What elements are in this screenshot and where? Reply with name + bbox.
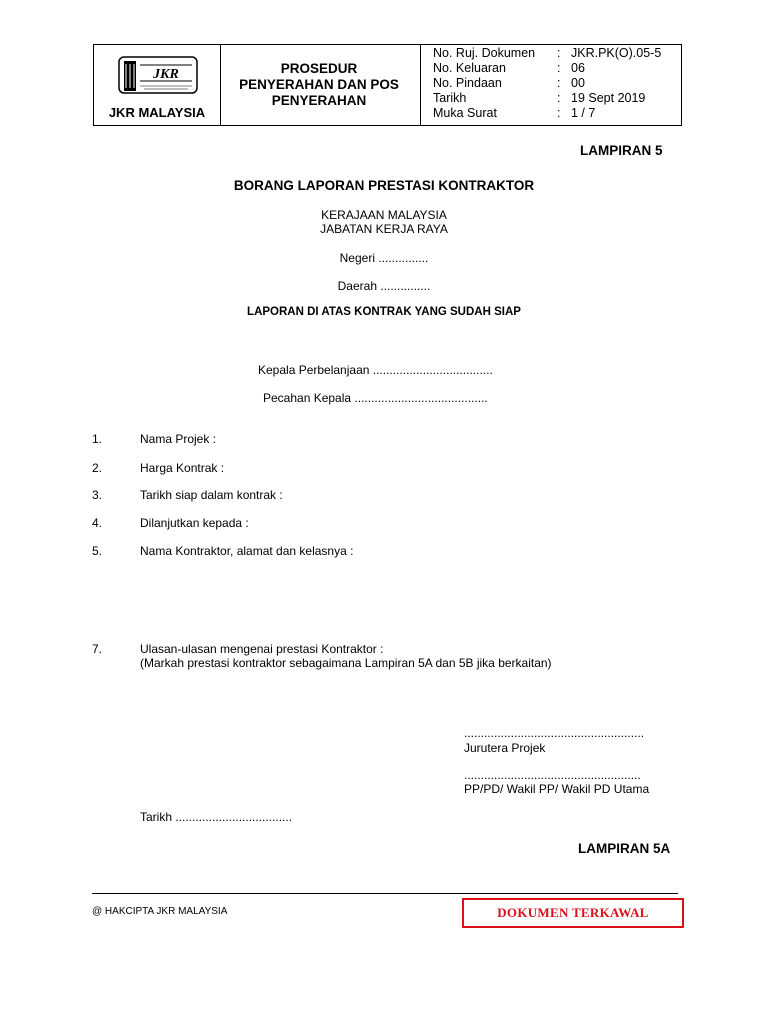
list-item: Ulasan-ulasan mengenai prestasi Kontraktor : <box>140 642 384 656</box>
list-item: Nama Projek : <box>140 432 217 446</box>
daerah-field: Daerah ............... <box>337 279 431 293</box>
meta-label: No. Ruj. Dokumen <box>433 46 536 60</box>
meta-value: 1 / 7 <box>571 106 596 120</box>
meta-value: JKR.PK(O).05-5 <box>571 46 662 60</box>
lampiran-bottom: LAMPIRAN 5A <box>578 841 671 856</box>
signature-line: ..................................................... <box>464 768 641 782</box>
procedure-title <box>219 61 419 109</box>
signature-label: PP/PD/ Wakil PP/ Wakil PD Utama <box>464 782 650 796</box>
list-item: Tarikh siap dalam kontrak : <box>140 488 283 502</box>
list-item: Harga Kontrak : <box>140 461 225 475</box>
meta-label: No. Pindaan <box>433 76 502 90</box>
footer-copyright: @ HAKCIPTA JKR MALAYSIA <box>92 906 228 917</box>
gov-line-2: JABATAN KERJA RAYA <box>320 222 448 236</box>
gov-line-1: KERAJAAN MALAYSIA <box>321 208 447 222</box>
list-item: Nama Kontraktor, alamat dan kelasnya : <box>140 544 354 558</box>
logo-text: JKR <box>153 67 179 82</box>
meta-value: 00 <box>571 76 585 90</box>
report-title: LAPORAN DI ATAS KONTRAK YANG SUDAH SIAP <box>247 306 521 318</box>
procedure-title-line: PENYERAHAN DAN POS <box>239 77 399 92</box>
list-item-number: 7. <box>92 642 103 656</box>
pecahan-field: Pecahan Kepala ........................................ <box>263 391 488 405</box>
meta-value: 19 Sept 2019 <box>571 91 646 105</box>
meta-row: Muka Surat : 1 / 7 <box>433 106 596 120</box>
list-item-note: (Markah prestasi kontraktor sebagaimana Lampiran 5A dan 5B jika berkaitan) <box>140 656 552 670</box>
signature-label: Jurutera Projek <box>464 741 546 755</box>
list-item-number: 4. <box>92 516 103 530</box>
meta-label: Muka Surat <box>433 106 497 120</box>
list-item-number: 5. <box>92 544 103 558</box>
meta-label: No. Keluaran <box>433 61 506 75</box>
org-name: JKR MALAYSIA <box>108 105 206 120</box>
meta-value: 06 <box>571 61 585 75</box>
meta-row: No. Ruj. Dokumen : JKR.PK(O).05-5 <box>433 46 662 60</box>
meta-row: No. Keluaran : 06 <box>433 61 585 75</box>
list-item-number: 3. <box>92 488 103 502</box>
negeri-field: Negeri ............... <box>339 251 429 265</box>
list-item-number: 1. <box>92 432 103 446</box>
jkr-logo-icon <box>118 55 198 99</box>
meta-label: Tarikh <box>433 91 467 105</box>
procedure-title-line: PROSEDUR <box>280 61 358 76</box>
tarikh-field: Tarikh ................................... <box>140 810 293 824</box>
footer-divider <box>92 893 678 894</box>
meta-row: Tarikh : 19 Sept 2019 <box>433 91 646 105</box>
form-title: BORANG LAPORAN PRESTASI KONTRAKTOR <box>233 178 535 193</box>
list-item-number: 2. <box>92 461 103 475</box>
controlled-document-stamp: DOKUMEN TERKAWAL <box>462 898 684 928</box>
lampiran-top: LAMPIRAN 5 <box>580 143 663 158</box>
kepala-field: Kepala Perbelanjaan .................................... <box>258 363 493 377</box>
procedure-title-line: PENYERAHAN <box>271 93 367 108</box>
signature-line: ...................................................... <box>464 726 645 740</box>
meta-row: No. Pindaan : 00 <box>433 76 585 90</box>
list-item: Dilanjutkan kepada : <box>140 516 249 530</box>
header-org-cell <box>94 45 221 125</box>
document-meta <box>433 46 661 121</box>
